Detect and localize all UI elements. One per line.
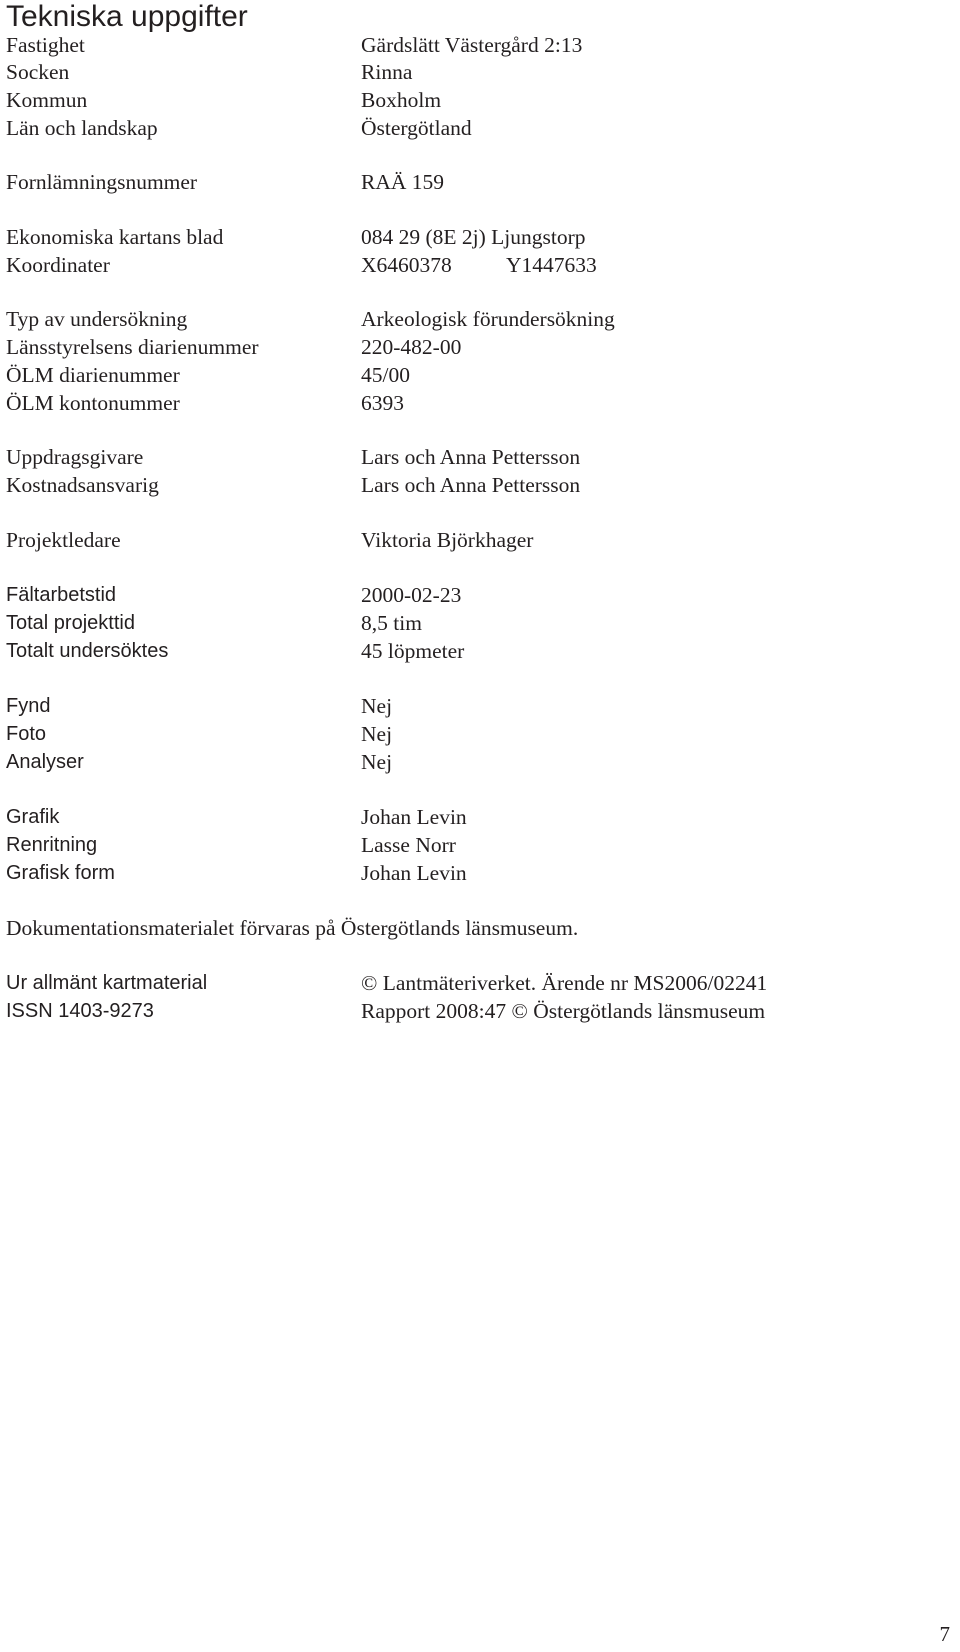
field-label: Analyser [6, 751, 84, 773]
field-value: Rinna [361, 60, 413, 84]
field-value: Rapport 2008:47 © Östergötlands länsmuseum [361, 999, 766, 1023]
field-label: Grafik [6, 806, 60, 828]
row-lansstyrelsens-diarienummer [6, 333, 956, 361]
field-label: Fältarbetstid [6, 584, 117, 606]
field-value: 6393 [361, 391, 404, 415]
field-value: Viktoria Björkhager [361, 528, 534, 552]
coordinate-y: Y1447633 [506, 253, 597, 277]
field-label: Ur allmänt kartmaterial [6, 972, 208, 994]
page-number: 7 [939, 1622, 950, 1646]
row-projektledare [6, 526, 956, 554]
field-value: RAÄ 159 [361, 170, 445, 194]
field-label: Kostnadsansvarig [6, 473, 159, 497]
field-label: Länsstyrelsens diarienummer [6, 335, 259, 359]
field-label: Foto [6, 723, 47, 745]
field-value: Boxholm [361, 88, 442, 112]
field-value: Lars och Anna Pettersson [361, 445, 581, 469]
field-value: Nej [361, 722, 393, 746]
row-typ-av-undersokning [6, 305, 956, 333]
row-dokumentation-note [6, 914, 956, 942]
field-value: 220-482-00 [361, 335, 462, 359]
row-grafisk-form [6, 859, 956, 887]
row-olm-kontonummer [6, 389, 956, 417]
row-issn [6, 997, 956, 1025]
field-value: 45/00 [361, 363, 410, 387]
field-value: 2000-02-23 [361, 583, 462, 607]
field-label: Ekonomiska kartans blad [6, 225, 224, 249]
field-label: Totalt undersöktes [6, 640, 169, 662]
field-value: © Lantmäteriverket. Ärende nr MS2006/02241 [361, 971, 768, 995]
field-value: Johan Levin [361, 861, 467, 885]
field-value: Gärdslätt Västergård 2:13 [361, 33, 583, 57]
field-label: Typ av undersökning [6, 307, 188, 331]
row-analyser [6, 748, 956, 776]
field-value: 45 löpmeter [361, 639, 465, 663]
coordinate-x: X6460378 [361, 253, 452, 277]
page-title: Tekniska uppgifter [6, 0, 248, 33]
field-value: 084 29 (8E 2j) Ljungstorp [361, 225, 586, 249]
row-uppdragsgivare [6, 443, 956, 471]
field-value: Arkeologisk förundersökning [361, 307, 615, 331]
row-kartmaterial [6, 969, 956, 997]
field-label: Grafisk form [6, 862, 115, 884]
field-label: Län och landskap [6, 116, 158, 140]
row-lan-och-landskap [6, 114, 956, 142]
field-value: Lasse Norr [361, 833, 456, 857]
field-label: Projektledare [6, 528, 121, 552]
field-label: Koordinater [6, 253, 110, 277]
row-faltarbetstid [6, 581, 956, 609]
field-label: Socken [6, 60, 70, 84]
row-fynd [6, 692, 956, 720]
row-totalt-undersoktes [6, 637, 956, 665]
row-foto [6, 720, 956, 748]
field-value: Nej [361, 750, 393, 774]
field-label: Uppdragsgivare [6, 445, 144, 469]
field-label: ÖLM kontonummer [6, 391, 180, 415]
field-label: ÖLM diarienummer [6, 363, 180, 387]
row-kommun [6, 86, 956, 114]
row-renritning [6, 831, 956, 859]
field-label: Fornlämningsnummer [6, 170, 198, 194]
row-kostnadsansvarig [6, 471, 956, 499]
row-fornlamningsnummer [6, 168, 956, 196]
field-value: Östergötland [361, 116, 472, 140]
field-label: Total projekttid [6, 612, 135, 634]
row-koordinater [6, 251, 956, 279]
row-fastighet [6, 31, 956, 59]
row-ekonomiska-kartans-blad [6, 223, 956, 251]
storage-note: Dokumentationsmaterialet förvaras på Östergötlands länsmuseum. [6, 916, 579, 940]
field-label: Fastighet [6, 33, 85, 57]
row-olm-diarienummer [6, 361, 956, 389]
field-label: Fynd [6, 695, 51, 717]
field-value: 8,5 tim [361, 611, 422, 635]
field-label: Renritning [6, 834, 98, 856]
field-label: Kommun [6, 88, 88, 112]
field-value: Johan Levin [361, 805, 467, 829]
row-socken [6, 58, 956, 86]
field-label: ISSN 1403-9273 [6, 1000, 154, 1022]
row-total-projekttid [6, 609, 956, 637]
field-value: Nej [361, 694, 393, 718]
field-value: Lars och Anna Pettersson [361, 473, 581, 497]
field-value [361, 251, 597, 279]
row-grafik [6, 803, 956, 831]
